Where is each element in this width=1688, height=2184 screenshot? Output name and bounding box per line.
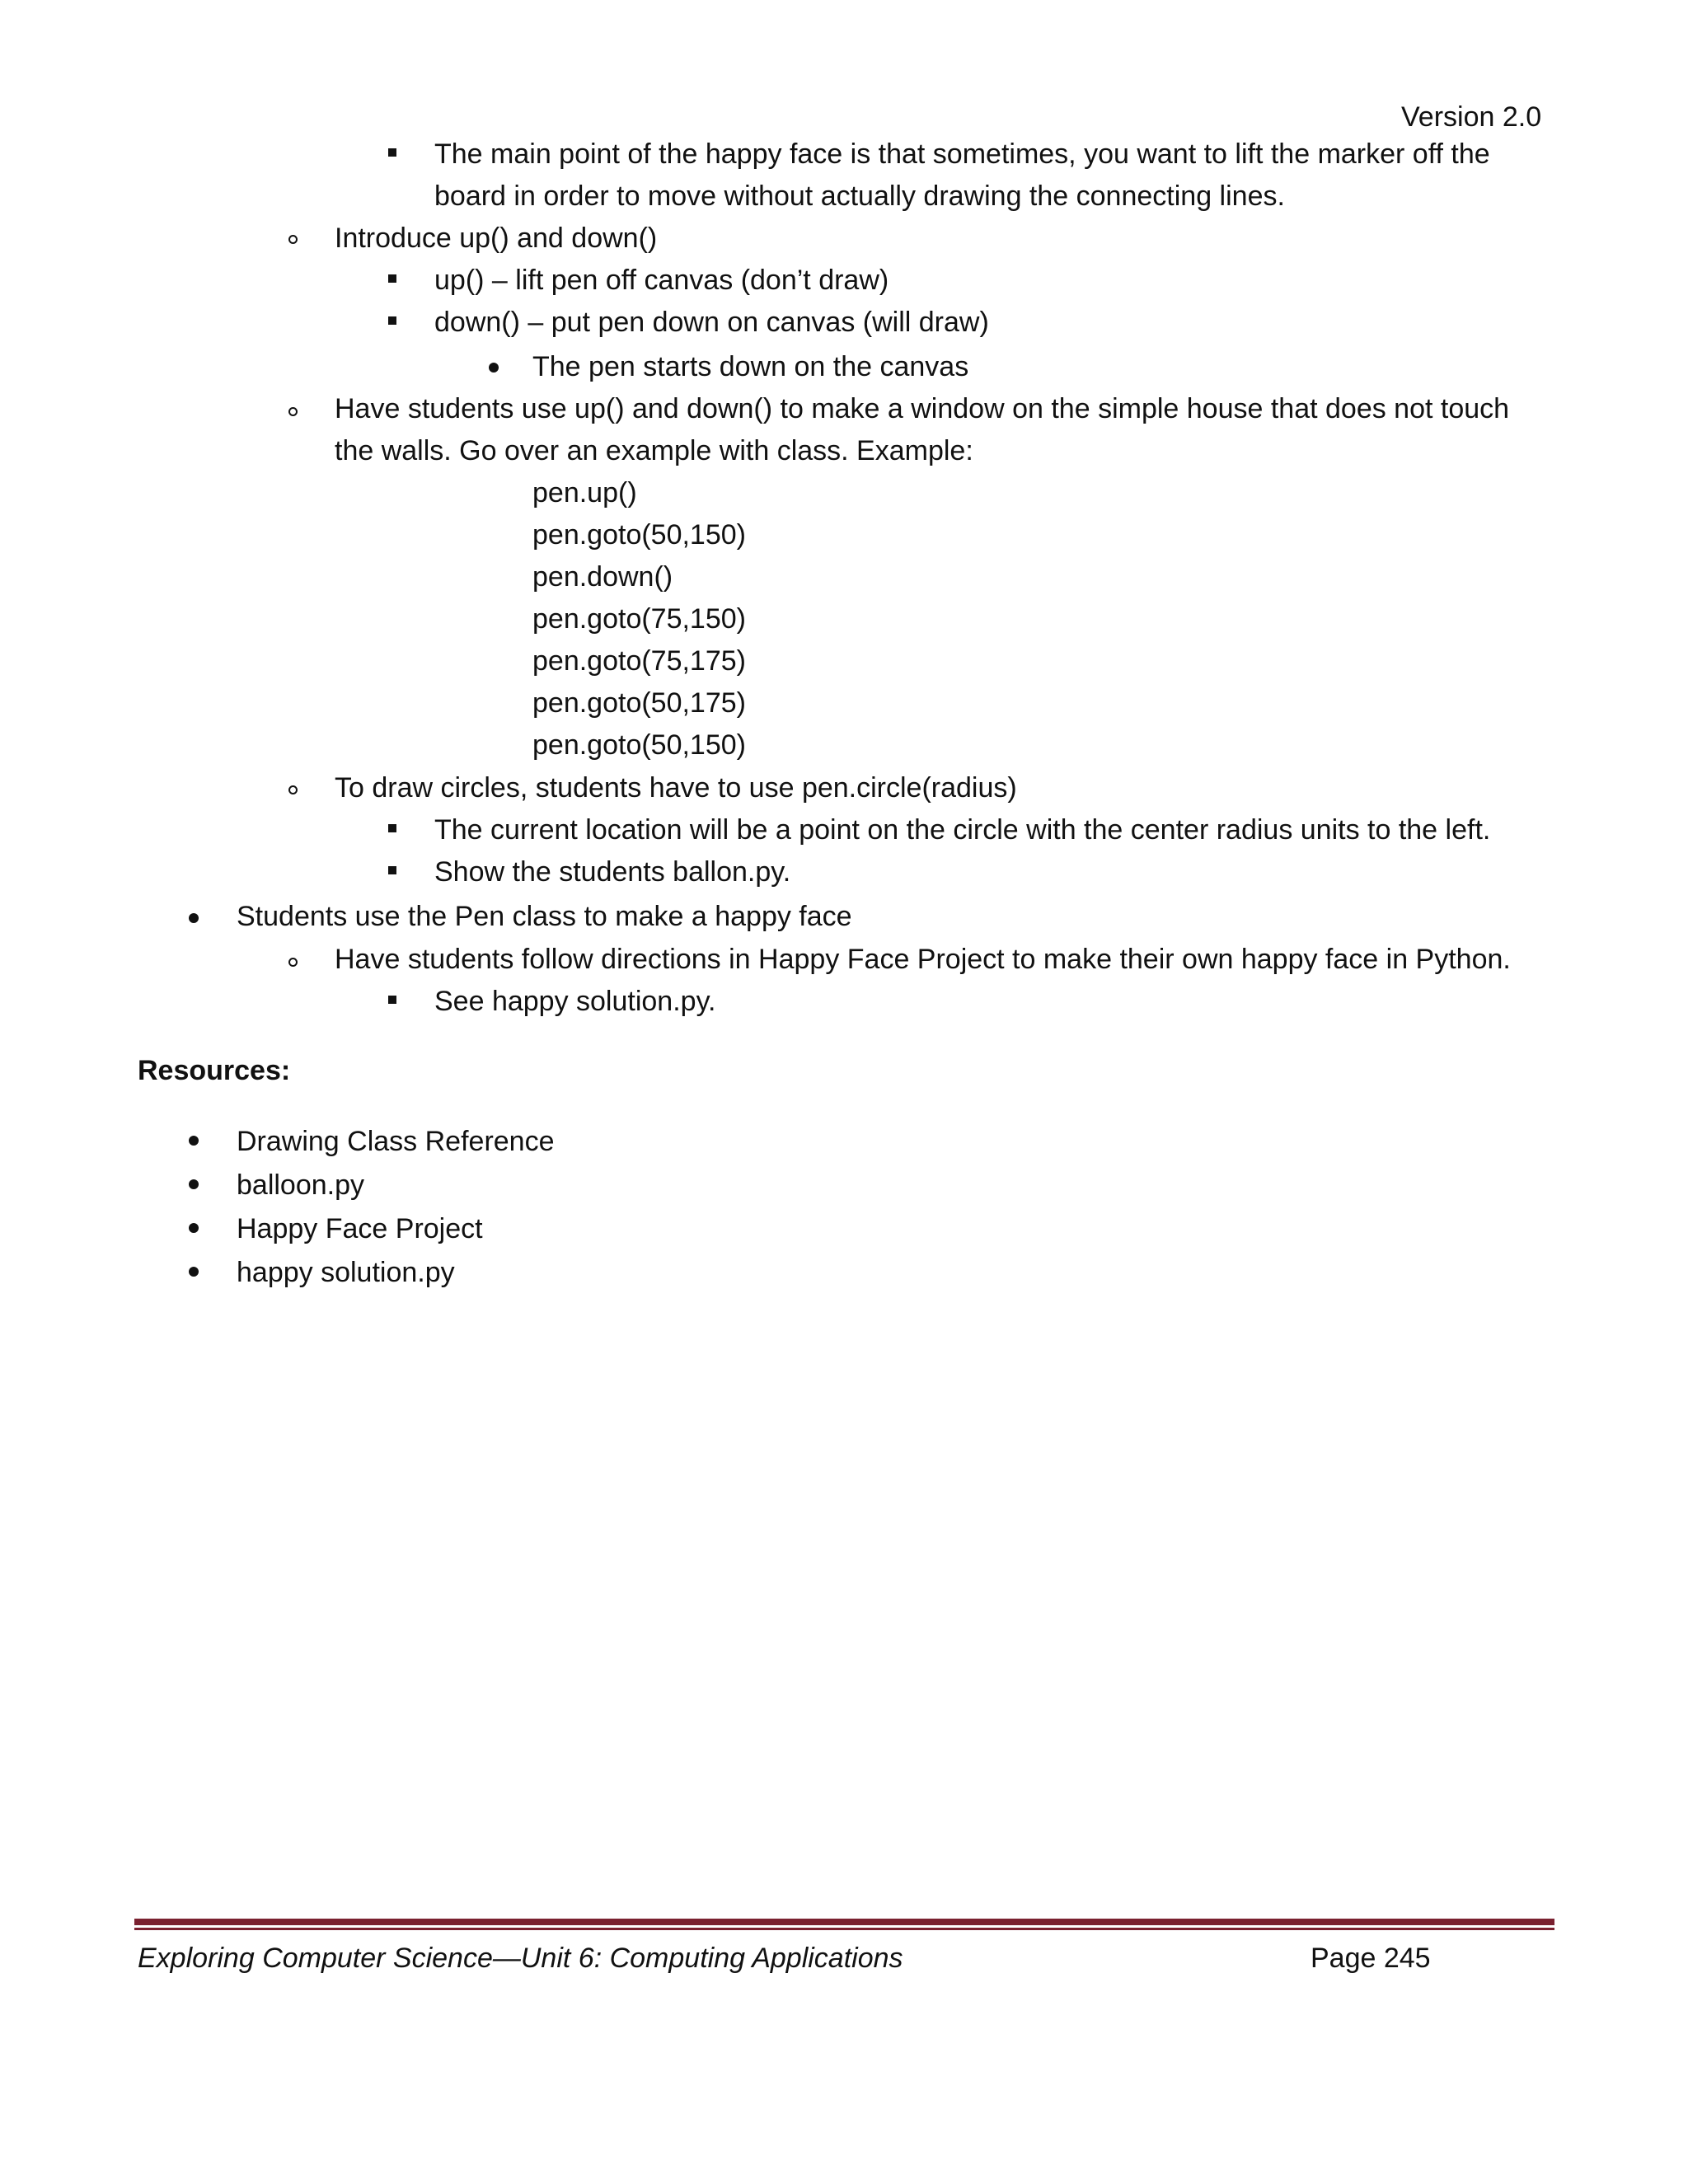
code-line: pen.goto(50,175) [532, 687, 746, 719]
square-bullet [388, 316, 396, 325]
circle-bullet [288, 407, 298, 416]
dot-bullet [189, 913, 199, 923]
dot-bullet [189, 1267, 199, 1277]
version-label: Version 2.0 [1401, 101, 1542, 133]
body-text: See happy solution.py. [434, 986, 716, 1017]
square-bullet [388, 996, 396, 1004]
circle-bullet [288, 785, 298, 794]
body-text: board in order to move without actually drawing the connecting lines. [434, 180, 1285, 212]
resource-item: balloon.py [237, 1169, 365, 1201]
resource-item: Happy Face Project [237, 1213, 483, 1244]
body-text: Students use the Pen class to make a happy face [237, 901, 852, 932]
code-line: pen.goto(50,150) [532, 729, 746, 761]
square-bullet [388, 274, 396, 283]
code-line: pen.goto(75,175) [532, 645, 746, 677]
footer-title: Exploring Computer Science—Unit 6: Computing Applications [138, 1943, 903, 1974]
body-text: Introduce up() and down() [335, 223, 658, 254]
dot-bullet [189, 1179, 199, 1189]
body-text: Show the students ballon.py. [434, 856, 791, 888]
dot-bullet [189, 1223, 199, 1233]
dot-bullet [189, 1136, 199, 1146]
code-line: pen.down() [532, 561, 673, 593]
body-text: The pen starts down on the canvas [532, 351, 969, 382]
square-bullet [388, 148, 396, 157]
body-text: the walls. Go over an example with class. Example: [335, 435, 973, 466]
body-text: Have students follow directions in Happy Face Project to make their own happy face in Python. [335, 944, 1511, 975]
resource-item: happy solution.py [237, 1257, 455, 1288]
body-text: up() – lift pen off canvas (don’t draw) [434, 265, 889, 296]
footer-divider [134, 1919, 1554, 1925]
circle-bullet [288, 958, 298, 967]
resources-heading: Resources: [138, 1055, 291, 1086]
code-line: pen.goto(75,150) [532, 603, 746, 635]
square-bullet [388, 824, 396, 832]
dot-bullet [489, 363, 499, 373]
resource-item: Drawing Class Reference [237, 1126, 555, 1157]
page-number: Page 245 [1311, 1943, 1431, 1974]
body-text: Have students use up() and down() to make a window on the simple house that does not touch [335, 393, 1510, 424]
body-text: down() – put pen down on canvas (will draw) [434, 307, 989, 338]
footer-divider-thin [134, 1928, 1554, 1930]
body-text: The main point of the happy face is that sometimes, you want to lift the marker off the [434, 138, 1490, 170]
square-bullet [388, 866, 396, 874]
body-text: To draw circles, students have to use pen.circle(radius) [335, 772, 1017, 804]
code-line: pen.goto(50,150) [532, 519, 746, 551]
code-line: pen.up() [532, 477, 637, 509]
body-text: The current location will be a point on the circle with the center radius units to the left. [434, 814, 1491, 846]
circle-bullet [288, 235, 298, 244]
